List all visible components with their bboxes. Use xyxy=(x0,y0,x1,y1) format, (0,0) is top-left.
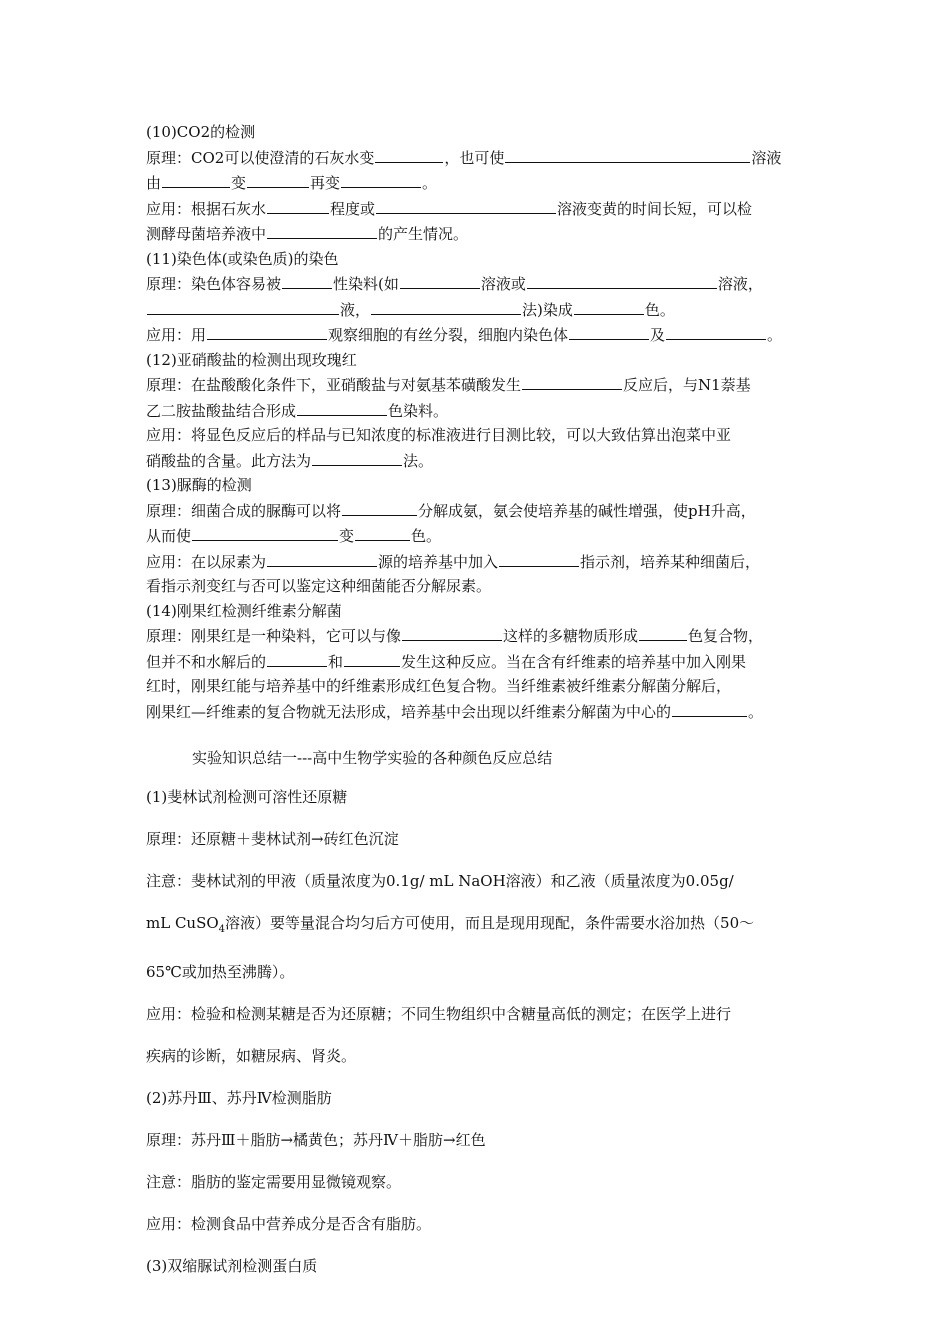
fill-in-blank xyxy=(402,623,502,641)
fill-in-blank xyxy=(569,322,649,340)
text-segment: 原理：染色体容易被 xyxy=(146,275,282,293)
text-segment: 刚果红—纤维素的复合物就无法形成，培养基中会出现以纤维素分解菌为中心的 xyxy=(146,702,672,721)
text-segment: 发生这种反应。当在含有纤维素的培养基中加入刚果 xyxy=(401,652,747,671)
fill-in-blank xyxy=(400,271,480,289)
fill-in-blank xyxy=(247,170,309,188)
fill-in-blank xyxy=(267,549,377,567)
fill-in-blank xyxy=(499,549,579,567)
fill-in-blank xyxy=(344,649,400,667)
text-segment: (1)斐林试剂检测可溶性还原糖 xyxy=(146,787,348,806)
text-segment: 注意：斐林试剂的甲液（质量浓度为0.1g/ mL NaOH溶液）和乙液（质量浓度为0.05g/ xyxy=(146,871,734,890)
text-segment: 这样的多糖物质形成 xyxy=(503,627,639,645)
text-segment: 原理：还原糖＋斐林试剂→砖红色沉淀 xyxy=(146,829,399,848)
text-segment: 法)染成 xyxy=(522,300,573,319)
fill-in-blank xyxy=(207,322,327,340)
text-segment: 法。 xyxy=(403,451,434,470)
text-segment: 但并不和水解后的 xyxy=(146,652,267,671)
fill-in-blank xyxy=(376,196,556,214)
text-segment: 硝酸盐的含量。此方法为 xyxy=(146,451,312,470)
section-gap xyxy=(146,724,816,746)
text-segment: 色染料。 xyxy=(388,401,449,420)
fill-in-blank xyxy=(297,398,387,416)
text-segment: 应用：检测食品中营养成分是否含有脂肪。 xyxy=(146,1214,432,1233)
text-segment: 色。 xyxy=(644,300,675,319)
text-segment: 指示剂，培养某种细菌后， xyxy=(580,552,761,571)
text-segment: 的产生情况。 xyxy=(378,225,469,243)
text-line xyxy=(146,1254,816,1278)
text-segment: 分解成氨，氨会使培养基的碱性增强，使pH升高， xyxy=(418,501,756,520)
fill-in-blank xyxy=(522,372,622,390)
fill-in-blank xyxy=(147,297,339,315)
fill-in-blank xyxy=(341,170,421,188)
text-segment: 应用：根据石灰水 xyxy=(146,199,267,218)
text-line xyxy=(146,348,816,373)
text-line xyxy=(146,1044,816,1068)
fill-in-blank xyxy=(375,145,443,163)
text-line xyxy=(146,674,816,699)
fill-in-blank xyxy=(267,649,327,667)
text-line xyxy=(146,196,816,222)
text-segment: (14)刚果红检测纤维素分解菌 xyxy=(146,601,342,620)
text-segment: 色。 xyxy=(411,527,442,545)
fill-in-blank xyxy=(312,448,402,466)
text-segment: 和 xyxy=(328,652,344,671)
text-line xyxy=(146,120,816,145)
text-segment: ，也可使 xyxy=(444,148,505,167)
text-segment: 原理：苏丹Ⅲ＋脂肪→橘黄色；苏丹Ⅳ＋脂肪→红色 xyxy=(146,1130,486,1149)
fill-in-blank xyxy=(505,145,750,163)
text-line xyxy=(146,549,816,575)
text-line xyxy=(146,1002,816,1026)
section-experiments-10-14 xyxy=(146,120,816,724)
fill-in-blank xyxy=(574,297,644,315)
text-segment: (2)苏丹Ⅲ、苏丹Ⅳ检测脂肪 xyxy=(146,1088,332,1107)
text-segment: (3)双缩脲试剂检测蛋白质 xyxy=(146,1256,318,1275)
fill-in-blank xyxy=(355,523,410,541)
text-segment: 性染料(如 xyxy=(333,275,399,293)
text-line xyxy=(146,960,816,984)
text-line xyxy=(146,297,816,323)
text-line xyxy=(146,423,816,448)
text-line xyxy=(146,1170,816,1194)
text-line xyxy=(146,699,816,725)
text-segment: 原理：CO2可以使澄清的石灰水变 xyxy=(146,148,375,167)
text-segment: (10)CO2的检测 xyxy=(146,123,256,141)
text-segment: 原理：细菌合成的脲酶可以将 xyxy=(146,501,342,520)
section-color-reactions xyxy=(146,785,816,1278)
text-line xyxy=(146,1212,816,1236)
fill-in-blank xyxy=(267,196,329,214)
text-segment: mL CuSO xyxy=(146,913,219,932)
text-segment: 变 xyxy=(231,174,247,192)
text-line xyxy=(146,247,816,272)
text-line xyxy=(146,1128,816,1152)
text-segment: 红时，刚果红能与培养基中的纤维素形成红色复合物。当纤维素被纤维素分解菌分解后， xyxy=(146,677,732,695)
text-line xyxy=(146,498,816,524)
fill-in-blank xyxy=(371,297,521,315)
text-segment: 。 xyxy=(767,326,783,344)
text-line xyxy=(146,574,816,599)
text-segment: 。 xyxy=(748,702,764,721)
text-segment: 由 xyxy=(146,174,162,192)
text-line xyxy=(146,523,816,549)
text-segment: 65℃或加热至沸腾）。 xyxy=(146,962,295,981)
text-segment: 乙二胺盐酸盐结合形成 xyxy=(146,401,297,420)
text-segment: (12)亚硝酸盐的检测出现玫瑰红 xyxy=(146,350,357,369)
text-segment: 变 xyxy=(339,527,355,545)
text-segment: 注意：脂肪的鉴定需要用显微镜观察。 xyxy=(146,1172,402,1191)
text-segment: 源的培养基中加入 xyxy=(378,552,499,571)
fill-in-blank xyxy=(267,221,377,239)
text-segment: 溶液）要等量混合均匀后方可使用，而且是现用现配，条件需要水浴加热（50～ xyxy=(225,913,755,932)
text-segment: (13)脲酶的检测 xyxy=(146,476,252,494)
text-segment: 应用：检验和检测某糖是否为还原糖；不同生物组织中含糖量高低的测定；在医学上进行 xyxy=(146,1004,732,1023)
fill-in-blank xyxy=(192,523,338,541)
text-segment: 应用：在以尿素为 xyxy=(146,552,267,571)
text-line xyxy=(146,911,816,942)
text-segment: 应用：将显色反应后的样品与已知浓度的标准液进行目测比较，可以大致估算出泡菜中亚 xyxy=(146,426,732,444)
fill-in-blank xyxy=(162,170,230,188)
text-segment: (11)染色体(或染色质)的染色 xyxy=(146,249,339,268)
text-segment: 程度或 xyxy=(330,199,376,218)
text-segment: 反应后，与N1萘基 xyxy=(623,376,751,394)
text-segment: 原理：刚果红是一种染料，它可以与像 xyxy=(146,627,402,645)
text-line xyxy=(146,473,816,498)
text-segment: 溶液变黄的时间长短，可以检 xyxy=(557,199,753,218)
fill-in-blank xyxy=(527,271,717,289)
text-segment: 溶液或 xyxy=(480,275,526,293)
fill-in-blank xyxy=(666,322,766,340)
fill-in-blank xyxy=(639,623,687,641)
text-segment: 液， xyxy=(340,300,371,319)
fill-in-blank xyxy=(672,699,747,717)
text-segment: 色复合物， xyxy=(688,627,764,645)
text-segment: 观察细胞的有丝分裂，细胞内染色体 xyxy=(328,326,569,344)
text-segment: 。 xyxy=(422,174,438,192)
fill-in-blank xyxy=(282,271,332,289)
text-segment: 看指示剂变红与否可以鉴定这种细菌能否分解尿素。 xyxy=(146,577,492,595)
text-line xyxy=(146,322,816,348)
text-line xyxy=(146,869,816,893)
text-segment: 应用：用 xyxy=(146,326,207,344)
text-line xyxy=(146,145,816,171)
text-line xyxy=(146,398,816,424)
fill-in-blank xyxy=(342,498,417,516)
section-title: 实验知识总结一---高中生物学实验的各种颜色反应总结 xyxy=(192,749,553,767)
text-line xyxy=(146,649,816,675)
text-segment: 溶液， xyxy=(717,275,763,293)
text-line xyxy=(146,271,816,297)
text-segment: 测酵母菌培养液中 xyxy=(146,225,267,243)
text-line xyxy=(146,827,816,851)
text-line xyxy=(146,170,816,196)
text-line xyxy=(146,785,816,809)
text-line xyxy=(146,623,816,649)
text-segment: 及 xyxy=(650,326,666,344)
text-line xyxy=(146,1086,816,1110)
subscript: 4 xyxy=(218,923,226,935)
text-segment: 从而使 xyxy=(146,527,192,545)
text-segment: 溶液 xyxy=(751,148,782,167)
text-line xyxy=(146,372,816,398)
text-segment: 疾病的诊断，如糖尿病、肾炎。 xyxy=(146,1046,357,1065)
text-segment: 原理：在盐酸酸化条件下，亚硝酸盐与对氨基苯磺酸发生 xyxy=(146,376,522,394)
document-page xyxy=(146,120,816,1296)
text-segment: 再变 xyxy=(310,174,341,192)
text-line xyxy=(146,448,816,474)
text-line xyxy=(146,599,816,624)
text-line xyxy=(146,221,816,247)
